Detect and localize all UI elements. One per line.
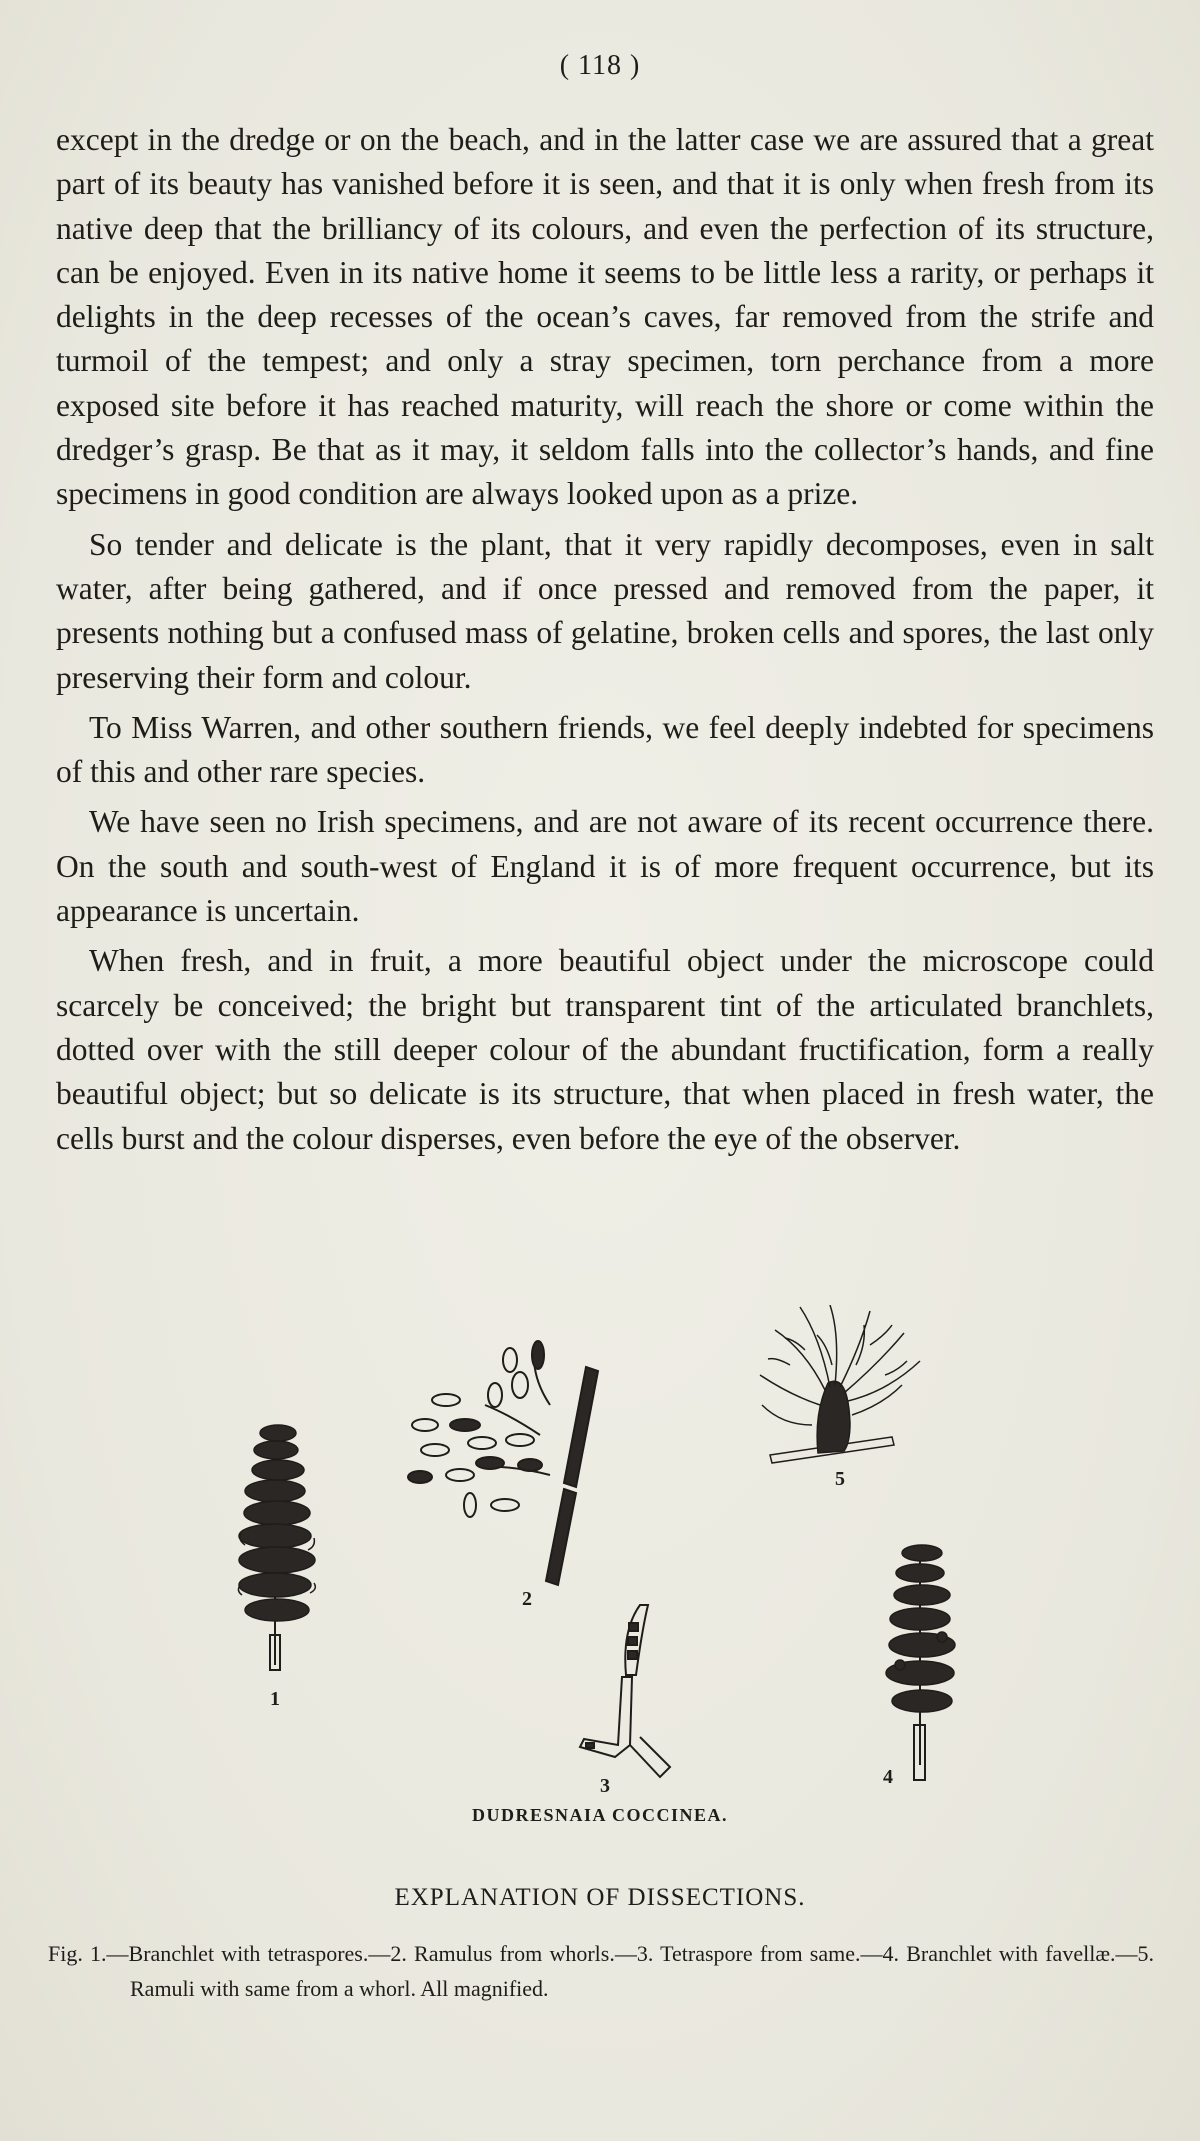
figure-label-1: 1 xyxy=(270,1688,280,1710)
explanation-heading: EXPLANATION OF DISSECTIONS. xyxy=(394,1884,806,1911)
paragraph-microscope: When fresh, and in fruit, a more beautiful object under the microscope could scarcely be conceived; the bright but transparent tint of the articulated branchlets, dotted over with the still deeper colour of the abundant fructification, form a really beautiful object; but so delicate is its structure, that when placed in fresh water, the cells burst and the colour disperses, even before the eye of the observer. xyxy=(56,943,1154,1156)
figure-5-ramuli xyxy=(760,1305,920,1463)
botanical-illustration xyxy=(220,1305,980,1795)
figure-label-3: 3 xyxy=(600,1775,610,1795)
paragraph-acknowledgement: To Miss Warren, and other southern friends, we feel deeply indebted for specimens of this and other rare species. xyxy=(56,709,1154,790)
figure-2-ramulus xyxy=(408,1341,598,1585)
figure-1-branchlet xyxy=(238,1425,315,1670)
page-number: ( 118 ) xyxy=(559,50,641,81)
explanation-text: Fig. 1.—Branchlet with tetraspores.—2. Ramulus from whorls.—3. Tetraspore from same.—4. Branchlet with favellæ.—5. Ramuli with same from a whorl. All magnified. xyxy=(48,1941,1154,2001)
figure-4-branchlet xyxy=(886,1545,955,1780)
body-text xyxy=(56,118,1154,1161)
figure-caption: DUDRESNAIA COCCINEA. xyxy=(471,1805,729,1825)
figure-label-4: 4 xyxy=(883,1766,893,1788)
paragraph-decomposition: So tender and delicate is the plant, that it very rapidly decomposes, even in salt water, after being gathered, and if once pressed and removed from the paper, it presents nothing but a confused mass of gelatine, broken cells and spores, the last only preserving their form and colour. xyxy=(56,526,1154,695)
paragraph-continuation: except in the dredge or on the beach, and in the latter case we are assured that a great part of its beauty has vanished before it is seen, and that it is only when fresh from its native deep that the brilliancy of its colours, and even the perfection of its structure, can be enjoyed. Even in its native home it seems to be little less a rarity, or perhaps it delights in the deep recesses of the ocean’s caves, far removed from the strife and turmoil of the tempest; and only a stray specimen, torn perchance from a more exposed site before it has reached maturity, will reach the shore or come within the dredger’s grasp. Be that as it may, it seldom falls into the collector’s hands, and fine specimens in good condition are always looked upon as a prize. xyxy=(56,122,1154,512)
figure-label-2: 2 xyxy=(522,1588,532,1610)
paragraph-distribution: We have seen no Irish specimens, and are not aware of its recent occurrence there. On the south and south-west of England it is of more frequent occurrence, but its appearance is uncertain. xyxy=(56,804,1154,929)
figure-label-5: 5 xyxy=(835,1468,845,1490)
figure-3-tetraspore xyxy=(580,1605,670,1777)
